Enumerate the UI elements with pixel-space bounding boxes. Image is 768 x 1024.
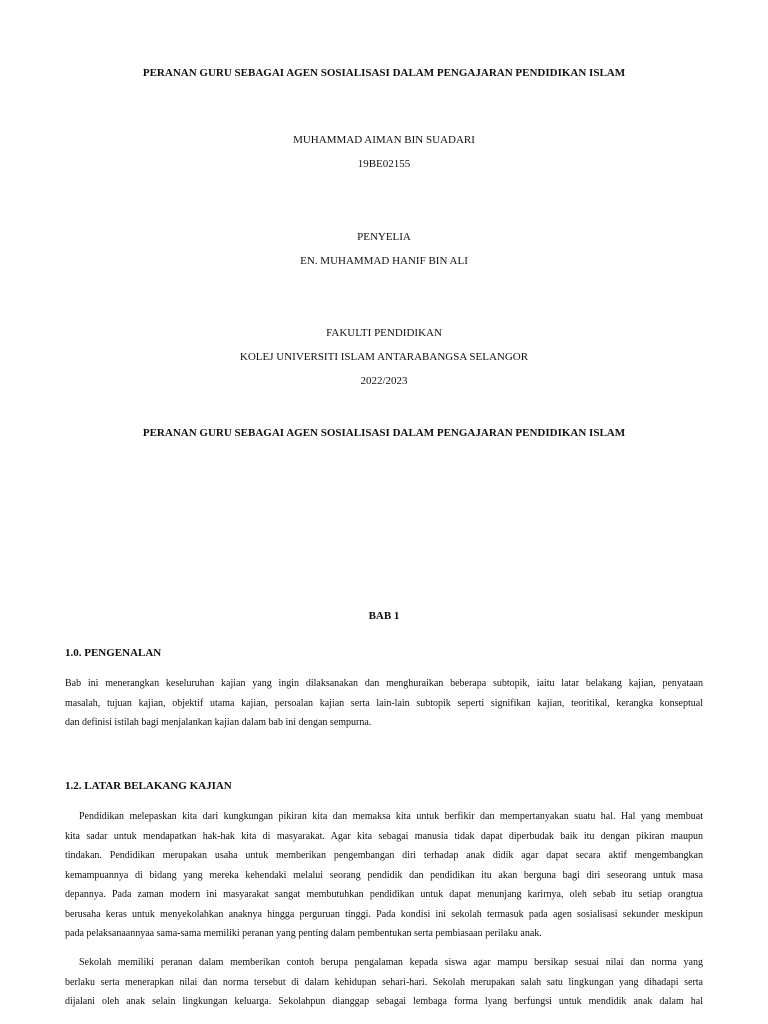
title-repeat: PERANAN GURU SEBAGAI AGEN SOSIALISASI DALAM PENGAJARAN PENDIDIKAN ISLAM: [142, 427, 626, 439]
paragraph-line: tindakan. Pendidikan merupakan usaha untuk memberikan pengembangan diri terhadap anak didik agar dapat secara aktif mengembangkan: [65, 850, 703, 861]
academic-session: 2022/2023: [360, 375, 408, 387]
paragraph-line: berlaku serta menerapkan nilai dan norma tersebut di dalam kehidupan sehari-hari. Sekolah merupakan salah satu lingkungan yang dihadapi serta: [65, 976, 703, 988]
paragraph-line: berusaha keras untuk menyekolahkan anaknya hingga perguruan tinggi. Pada kondisi ini sekolah termasuk pada agen sosialisasi sekunder meskipun: [65, 908, 703, 920]
supervisor-name: EN. MUHAMMAD HANIF BIN ALI: [300, 255, 468, 267]
paragraph-line: dan definisi istilah bagi menjalankan kajian dalam bab ini dengan sempurna.: [65, 717, 372, 728]
paragraph-line: Pendidikan melepaskan kita dari kungkungan pikiran kita dan memaksa kita untuk berfikir dan mempertanyakan suatu hal. Hal yang membuat: [79, 811, 703, 822]
paragraph-pengenalan: [65, 674, 703, 733]
section-heading-pengenalan: 1.0. PENGENALAN: [65, 647, 162, 659]
paragraph-line: pada pelaksanaannyaa sama-sama memiliki peranan yang penting dalam pembentukan serta pembiasaan perilaku anak.: [65, 928, 542, 939]
author-name: MUHAMMAD AIMAN BIN SUADARI: [293, 134, 475, 146]
university-name: KOLEJ UNIVERSITI ISLAM ANTARABANGSA SELANGOR: [239, 351, 529, 363]
paragraph-line: depannya. Pada zaman modern ini masyarakat sangat membutuhkan pendidikan untuk dapat menunjang karirnya, oleh sebab itu setiap orangtua: [65, 889, 703, 900]
paragraph-line: dijalani oleh anak selain lingkungan keluarga. Sekolahpun dianggap sebagai lembaga forma lyang berfungsi untuk mendidik anak dalam hal: [65, 996, 703, 1007]
faculty-name: FAKULTI PENDIDIKAN: [326, 327, 442, 339]
paragraph-line: Sekolah memiliki peranan dalam memberikan contoh berupa pengalaman kepada siswa agar mampu bersikap sesuai nilai dan norma yang: [79, 957, 703, 968]
paragraph-latar-belakang-1: [65, 807, 703, 944]
supervisor-label: PENYELIA: [357, 231, 411, 243]
chapter-label: BAB 1: [368, 610, 400, 622]
paragraph-line: masalah, tujuan kajian, objektif utama kajian, persoalan kajian serta lain-lain subtopik seperti signifikan kajian, teoritikal, kerangka konseptual: [65, 697, 703, 709]
section-heading-latar-belakang: 1.2. LATAR BELAKANG KAJIAN: [65, 780, 232, 792]
paragraph-line: kita sadar untuk mendapatkan hak-hak kita di masyarakat. Agar kita sebagai manusia tidak dapat diperbudak baik itu dengan pikiran maupun: [65, 830, 703, 842]
author-id: 19BE02155: [357, 158, 411, 170]
paragraph-latar-belakang-2: [65, 953, 703, 1012]
paragraph-line: kemampuannya di bidang yang mereka kehendaki melalui seorang pendidik dan pendidikan itu akan berguna bagi diri seseorang untuk masa: [65, 869, 703, 881]
cover-title: PERANAN GURU SEBAGAI AGEN SOSIALISASI DALAM PENGAJARAN PENDIDIKAN ISLAM: [142, 67, 626, 79]
paragraph-line: Bab ini menerangkan keseluruhan kajian yang ingin dilaksanakan dan menghuraikan beberapa subtopik, iaitu latar belakang kajian, penyataan: [65, 678, 703, 689]
